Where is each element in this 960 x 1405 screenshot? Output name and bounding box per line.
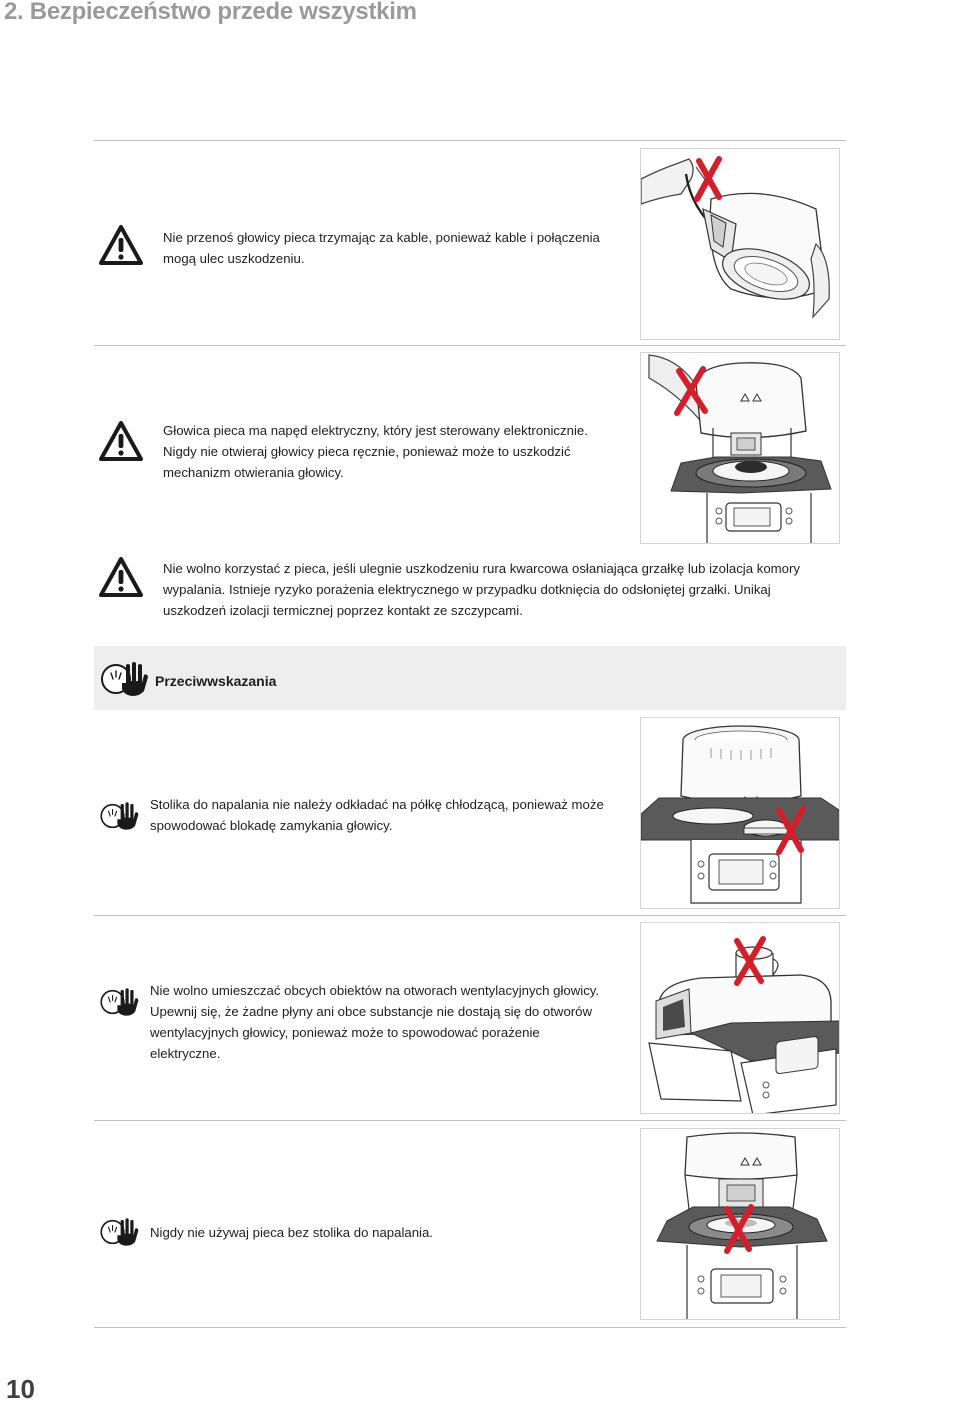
warning-triangle-icon bbox=[98, 556, 144, 598]
warning-triangle-icon bbox=[98, 224, 144, 266]
stop-hand-icon bbox=[98, 984, 140, 1020]
stop-hand-icon bbox=[98, 798, 140, 834]
figure-no-firing-table bbox=[640, 1128, 840, 1320]
page-number: 10 bbox=[6, 1374, 35, 1404]
warning-text-3: Nie wolno korzystać z pieca, jeśli ulegnie uszkodzeniu rura kwarcowa osłaniająca grzałkę lub izolacja komory wypalania. Istnieje ryzyko porażenia elektrycznego w przypadku dotknięcia do odsłoniętej grzałki. Unikaj uszkodzeń izolacji termicznej poprzez kontakt ze szczypcami. bbox=[163, 561, 800, 618]
figure-head-carried-by-cables bbox=[640, 148, 840, 340]
contra-text-3: Nigdy nie używaj pieca bez stolika do napalania. bbox=[150, 1225, 433, 1240]
warning-text-1: Nie przenoś głowicy pieca trzymając za kable, ponieważ kable i połączenia mogą ulec uszkodzeniu. bbox=[163, 230, 600, 266]
contraindications-title: Przeciwwskazania bbox=[155, 673, 277, 689]
warning-triangle-icon bbox=[98, 420, 144, 462]
section-title: 2. Bezpieczeństwo przede wszystkim bbox=[4, 0, 417, 25]
divider bbox=[94, 915, 846, 916]
stop-hand-icon bbox=[98, 661, 150, 697]
stop-hand-icon bbox=[98, 1214, 140, 1250]
contra-text-1: Stolika do napalania nie należy odkładać na półkę chłodzącą, ponieważ może spowodować blokadę zamykania głowicy. bbox=[150, 797, 604, 833]
divider bbox=[94, 345, 846, 346]
figure-object-on-vents bbox=[640, 922, 840, 1114]
figure-table-on-cooling-shelf bbox=[640, 717, 840, 909]
page-header bbox=[0, 0, 960, 24]
divider bbox=[94, 140, 846, 141]
divider bbox=[94, 1120, 846, 1121]
contra-text-2: Nie wolno umieszczać obcych obiektów na otworach wentylacyjnych głowicy. Upewnij się, że żadne płyny ani obce substancje nie dostają się do otworów wentylacyjnych głowicy, ponieważ może to spowodować porażenie elektryczne. bbox=[150, 983, 600, 1061]
figure-head-opened-by-hand bbox=[640, 352, 840, 544]
warning-text-2: Głowica pieca ma napęd elektryczny, który jest sterowany elektronicznie. Nigdy nie otwieraj głowicy pieca ręcznie, ponieważ może to uszkodzić mechanizm otwierania głowicy. bbox=[163, 423, 588, 480]
divider bbox=[94, 1327, 846, 1328]
